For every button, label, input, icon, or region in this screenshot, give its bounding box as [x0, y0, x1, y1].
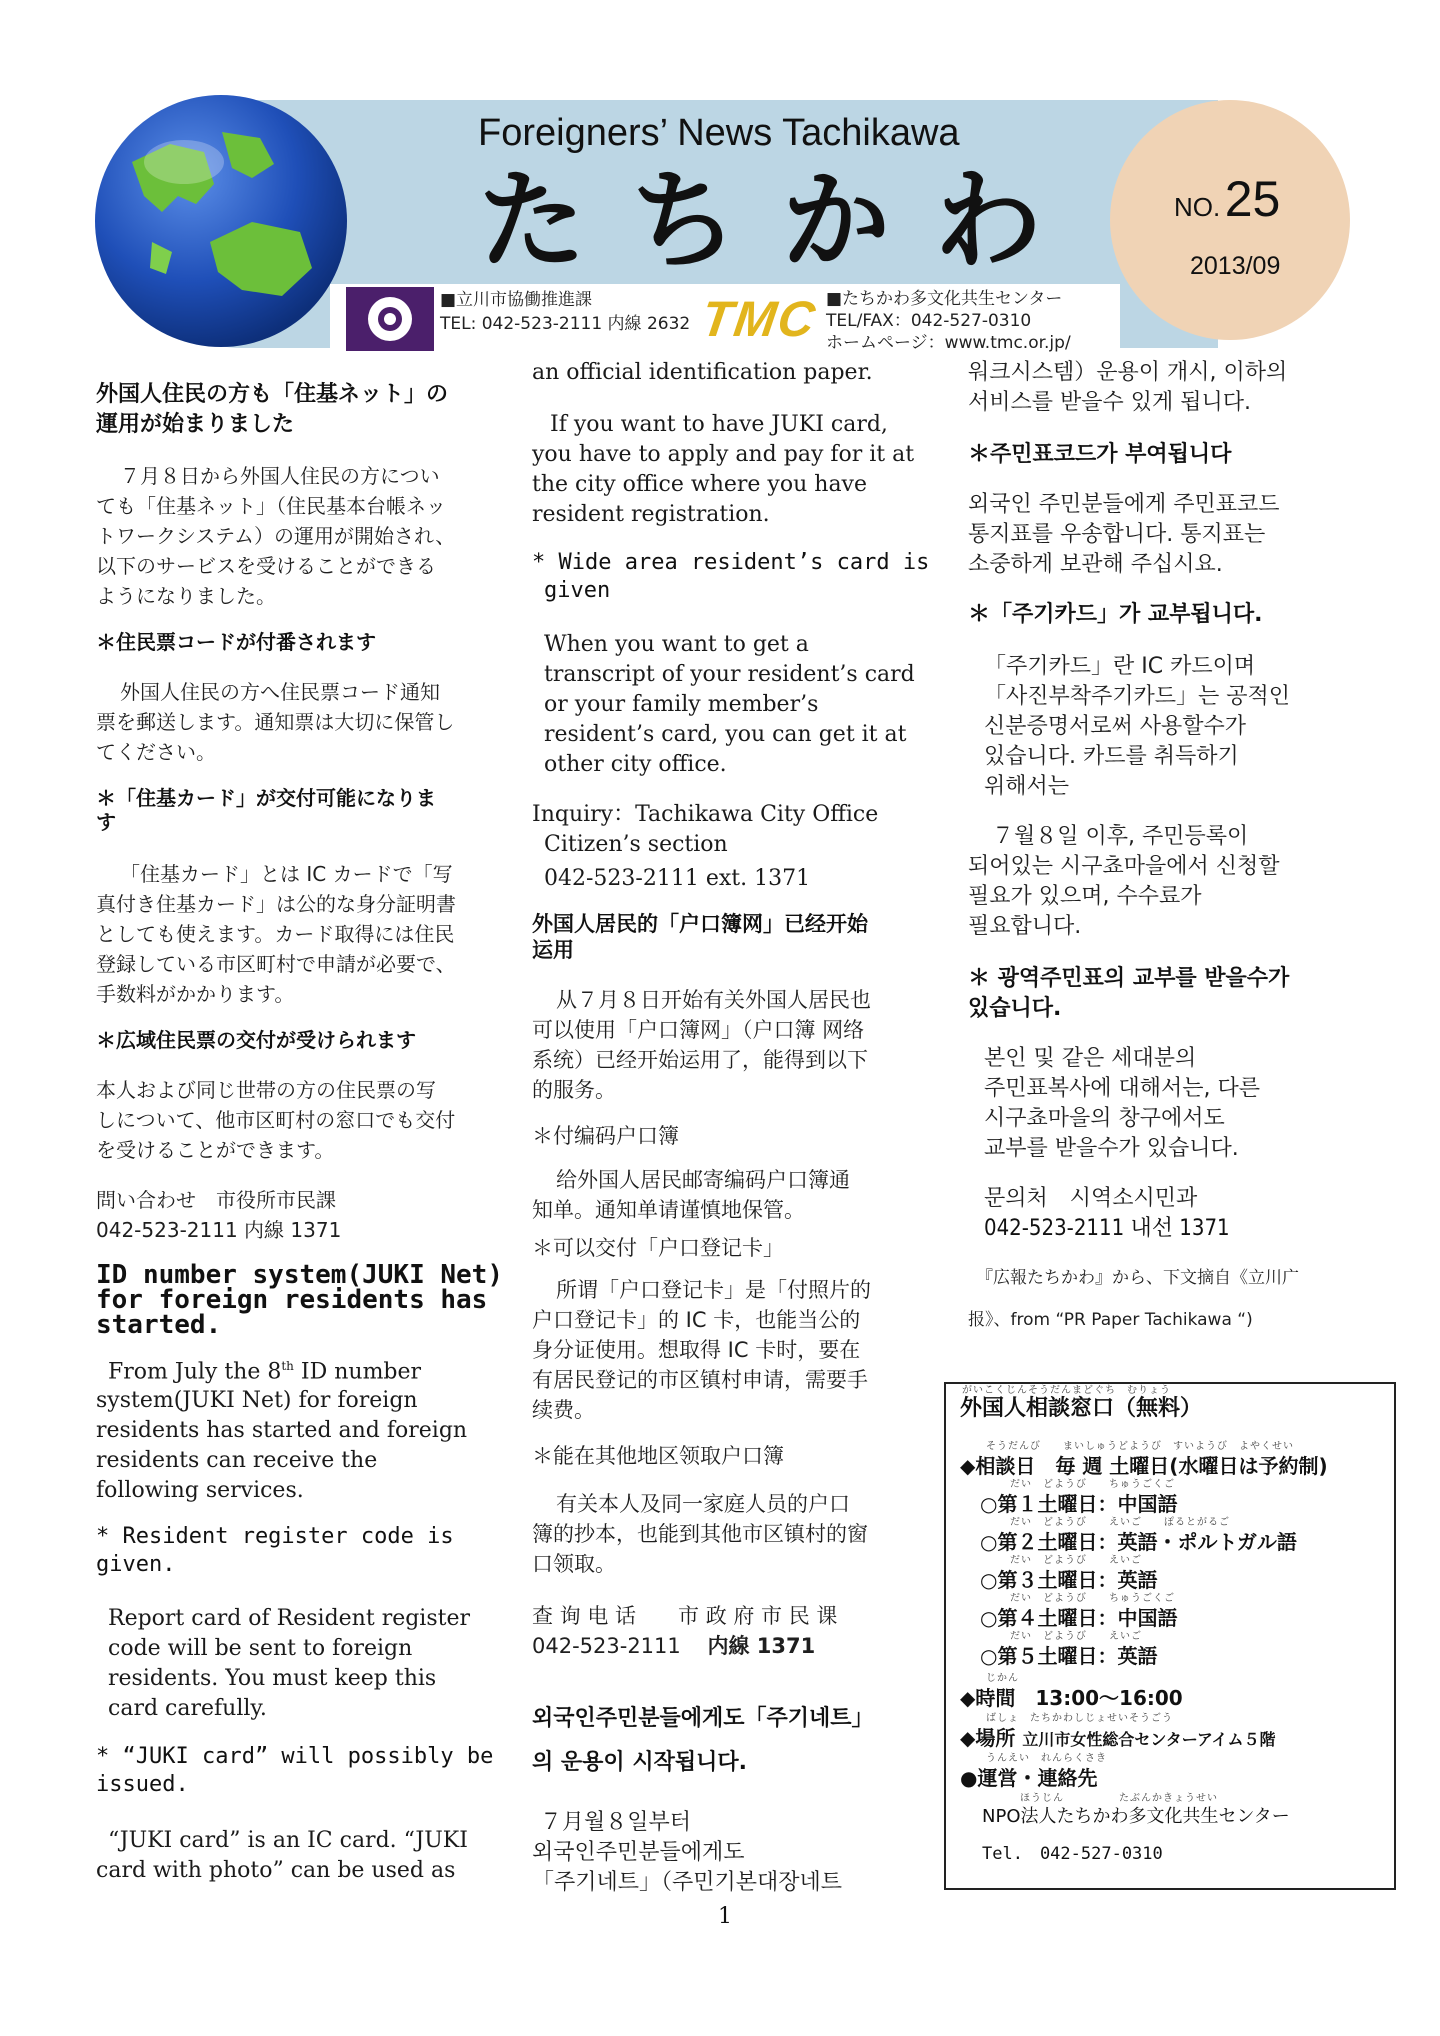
- zh-inquiry-number: 042-523-2111: [532, 1634, 681, 1658]
- jp-p1-line: ようになりました。: [96, 584, 276, 608]
- consult-saturday-2: ○第２土曜日：英語・ポルトガル語: [980, 1530, 1297, 1554]
- zh-p1-line: 系统）已经开始运用了，能得到以下: [532, 1048, 868, 1072]
- source-note: 报》、from “PR Paper Tachikawa “): [968, 1310, 1253, 1330]
- en-subheading: * Wide area resident’s card is: [532, 550, 930, 575]
- ko-heading: 의 운용이 시작됩니다.: [532, 1750, 747, 1775]
- en-p1-sup: th: [281, 1359, 294, 1373]
- office2-web[interactable]: ホームページ：www.tmc.or.jp/: [826, 333, 1071, 353]
- office1-tel: TEL: 042-523-2111 内線 2632: [440, 314, 691, 334]
- en-subheading: * “JUKI card” will possibly be: [96, 1744, 494, 1769]
- ko-p3-line: 「주기카드」란 IC 카드이며: [984, 654, 1256, 679]
- en-p1-line: following services.: [96, 1478, 304, 1503]
- consult-ruby: ほうじん たぶんかきょうせい: [1020, 1793, 1218, 1804]
- jp-p2-line: 票を郵送します。通知票は大切に保管し: [96, 710, 455, 734]
- consult-ruby: そうだんび まいしゅうどようび すいようび よやくせい: [986, 1441, 1294, 1452]
- en-p4-line: the city office where you have: [532, 472, 868, 497]
- zh-p3-line: 所谓「户口登记卡」是「付照片的: [556, 1278, 871, 1302]
- zh-p4-line: 口领取。: [532, 1552, 616, 1576]
- ko-subheading: ＊주민표코드가 부여됩니다: [968, 442, 1232, 467]
- en-p1-line: residents can receive the: [96, 1448, 378, 1473]
- consult-saturday-3: ○第３土曜日：英語: [980, 1568, 1158, 1592]
- jp-inquiry-phone: 042-523-2111 内線 1371: [96, 1218, 342, 1242]
- ko-p5-line: 주민표복사에 대해서는, 다른: [984, 1076, 1261, 1101]
- ko-p5-line: 본인 및 같은 세대분의: [984, 1046, 1197, 1071]
- en-inquiry-phone: 042-523-2111 ext. 1371: [544, 866, 811, 891]
- ko-p4-line: ７월８일 이후, 주민등록이: [992, 824, 1249, 849]
- ko-subheading: 있습니다.: [968, 996, 1062, 1021]
- consult-place: [960, 1728, 1275, 1748]
- ko-p3-line: 신분증명서로써 사용할수가: [984, 714, 1247, 739]
- zh-p2-line: 知单。通知单请谨慎地保管。: [532, 1198, 805, 1222]
- ko-p5-line: 교부를 받을수가 있습니다.: [984, 1136, 1239, 1161]
- jp-subheading: ＊広域住民票の交付が受けられます: [96, 1028, 416, 1052]
- en-subheading: issued.: [96, 1772, 189, 1797]
- jp-heading-line2: 運用が始まりました: [96, 412, 295, 437]
- en-subheading: given.: [96, 1552, 176, 1577]
- en-p5-line: other city office.: [544, 752, 727, 777]
- jp-p3-line: 「住基カード」とは IC カードで「写: [120, 862, 453, 886]
- zh-inquiry-phone: [532, 1636, 815, 1657]
- ko-p2-line: 통지표를 우송합니다. 통지표는: [968, 522, 1266, 547]
- consult-title-ruby: がいこくじんそうだんまどぐち むりょう: [962, 1385, 1171, 1396]
- consult-ruby: うんえい れんらくさき: [986, 1753, 1107, 1764]
- issue-number: [1174, 170, 1280, 228]
- consult-time: ◆時間 13:00～16:00: [960, 1686, 1183, 1710]
- jp-heading-line1: 外国人住民の方も「住基ネット」の: [96, 382, 449, 407]
- en-p3-line: card with photo” can be used as: [96, 1858, 456, 1883]
- en-p2-line: code will be sent to foreign: [108, 1636, 413, 1661]
- ko-continued-line: 워크시스템）운용이 개시, 이하의: [968, 360, 1288, 385]
- office-contact-tmc: [826, 288, 1071, 354]
- zh-heading: 运用: [532, 938, 574, 962]
- consult-days: ◆相談日 毎 週 土曜日(水曜日は予約制): [960, 1454, 1328, 1478]
- en-p3-line: “JUKI card” is an IC card. “JUKI: [108, 1828, 468, 1853]
- issue-prefix: NO.: [1174, 192, 1221, 222]
- issue-number-value: 25: [1224, 171, 1281, 227]
- zh-p3-line: 户口登记卡」的 IC 卡，也能当公的: [532, 1308, 861, 1332]
- ko-p3-line: 있습니다. 카드를 취득하기: [984, 744, 1239, 769]
- newsletter-title-en: Foreigners’ News Tachikawa: [478, 112, 960, 154]
- en-p5-line: resident’s card, you can get it at: [544, 722, 907, 747]
- ko-p3-line: 「사진부착주기카드」는 공적인: [984, 684, 1291, 709]
- en-p1-line: system(JUKI Net) for foreign: [96, 1388, 418, 1413]
- zh-subheading: ＊能在其他地区领取户口簿: [532, 1444, 784, 1468]
- jp-p2-line: てください。: [96, 740, 216, 764]
- jp-p4-line: しについて、他市区町村の窓口でも交付: [96, 1108, 456, 1132]
- consult-ruby: だい どようび えいご ぽるとがるご: [1010, 1517, 1230, 1528]
- consult-place-label: ◆場所: [960, 1726, 1016, 1750]
- zh-heading: 外国人居民的「户口簿网」已经开始: [532, 912, 868, 936]
- en-p2-line: Report card of Resident register: [108, 1606, 471, 1631]
- zh-inquiry-ext: 内線 1371: [707, 1634, 816, 1658]
- consult-ruby: だい どようび えいご: [1010, 1555, 1142, 1566]
- jp-inquiry: 問い合わせ 市役所市民課: [96, 1188, 336, 1212]
- consult-ruby: ばしょ たちかわしじょせいそうごう: [986, 1713, 1173, 1724]
- consult-title: 外国人相談窓口（無料）: [960, 1396, 1203, 1421]
- zh-subheading: ＊可以交付「户口登记卡」: [532, 1236, 784, 1260]
- en-heading-line: ID number system(JUKI Net): [96, 1260, 503, 1290]
- en-p5-line: or your family member’s: [544, 692, 819, 717]
- zh-p3-line: 有居民登记的市区镇村申请，需要手: [532, 1368, 868, 1392]
- en-inquiry: Citizen’s section: [544, 832, 728, 857]
- en-subheading: given: [544, 578, 611, 603]
- en-heading-line: for foreign residents has: [96, 1285, 488, 1315]
- ko-p1-line: 「주기네트」（주민기본대장네트: [532, 1870, 843, 1895]
- en-p2-line: card carefully.: [108, 1696, 267, 1721]
- ko-p3-line: 위해서는: [984, 774, 1070, 799]
- consult-ruby: だい どようび えいご: [1010, 1631, 1142, 1642]
- jp-p3-line: としても使えます。カード取得には住民: [96, 922, 455, 946]
- en-continued-line: an official identification paper.: [532, 360, 873, 385]
- en-heading-line: started.: [96, 1310, 222, 1340]
- office2-name: ■たちかわ多文化共生センター: [826, 289, 1063, 309]
- consult-ruby: だい どようび ちゅうごくご: [1010, 1593, 1175, 1604]
- ko-inquiry-phone: 042-523-2111 내선 1371: [984, 1216, 1230, 1241]
- consult-saturday-1: ○第１土曜日：中国語: [980, 1492, 1178, 1516]
- jp-p2-line: 外国人住民の方へ住民票コード通知: [120, 680, 440, 704]
- consult-saturday-4: ○第４土曜日：中国語: [980, 1606, 1178, 1630]
- zh-inquiry: 查 询 电 话 市 政 府 市 民 课: [532, 1604, 838, 1628]
- en-p4-line: resident registration.: [532, 502, 770, 527]
- en-p4-line: If you want to have JUKI card,: [550, 412, 888, 437]
- en-p5-line: transcript of your resident’s card: [544, 662, 915, 687]
- consult-ruby: だい どようび ちゅうごくご: [1010, 1479, 1175, 1490]
- ko-p4-line: 필요가 있으며, 수수료가: [968, 884, 1202, 909]
- jp-p1-line: トワークシステム）の運用が開始され、: [96, 524, 456, 548]
- consult-saturday-5: ○第５土曜日：英語: [980, 1644, 1158, 1668]
- consult-ruby: じかん: [986, 1673, 1019, 1684]
- ko-p2-line: 외국인 주민분들에게 주민표코드: [968, 492, 1280, 517]
- zh-p4-line: 有关本人及同一家庭人员的户口: [556, 1492, 850, 1516]
- jp-p3-line: 登録している市区町村で申請が必要で、: [96, 952, 456, 976]
- office2-tel: TEL/FAX：042-527-0310: [826, 311, 1032, 331]
- ko-inquiry: 문의처 시역소시민과: [984, 1186, 1198, 1211]
- jp-p4-line: を受けることができます。: [96, 1138, 335, 1162]
- city-emblem-icon: [346, 287, 434, 351]
- ko-p1-line: ７月월８일부터: [540, 1810, 692, 1835]
- jp-subheading: ＊「住基カード」が交付可能になりま: [96, 786, 436, 810]
- consult-operator: ●運営・連絡先: [960, 1766, 1098, 1790]
- jp-subheading: ＊住民票コードが付番されます: [96, 630, 376, 654]
- jp-p3-line: 手数料がかかります。: [96, 982, 295, 1006]
- zh-p3-line: 身分证使用。想取得 IC 卡时，要在: [532, 1338, 861, 1362]
- tmc-logo: TMC: [698, 291, 821, 347]
- ko-p5-line: 시구쵸마을의 창구에서도: [984, 1106, 1225, 1131]
- ko-p1-line: 외국인주민분들에게도: [532, 1840, 745, 1865]
- jp-p1-line: ても「住基ネット」（住民基本台帳ネッ: [96, 494, 446, 518]
- en-p4-line: you have to apply and pay for it at: [532, 442, 915, 467]
- en-p1-line: [108, 1360, 421, 1383]
- ko-p2-line: 소중하게 보관해 주십시요.: [968, 552, 1223, 577]
- ko-heading: 외국인주민분들에게도「주기네트」: [532, 1706, 874, 1731]
- source-note: 『広報たちかわ』から、下文摘自《立川广: [976, 1268, 1299, 1288]
- zh-p1-line: 的服务。: [532, 1078, 616, 1102]
- en-p1-post: ID number: [293, 1359, 422, 1385]
- jp-p4-line: 本人および同じ世帯の方の住民票の写: [96, 1078, 436, 1102]
- zh-p1-line: 从７月８日开始有关外国人居民也: [556, 988, 871, 1012]
- en-p2-line: residents. You must keep this: [108, 1666, 437, 1691]
- en-p1-line: residents has started and foreign: [96, 1418, 468, 1443]
- zh-p3-line: 续费。: [532, 1398, 595, 1422]
- jp-p1-line: ７月８日から外国人住民の方につい: [120, 464, 440, 488]
- en-subheading: * Resident register code is: [96, 1524, 454, 1549]
- issue-date: 2013/09: [1190, 252, 1281, 280]
- consult-place-value: 立川市女性総合センターアイム５階: [1022, 1730, 1276, 1749]
- jp-p3-line: 真付き住基カード」は公的な身分証明書: [96, 892, 456, 916]
- ko-subheading: ＊「주기카드」가 교부됩니다.: [968, 602, 1263, 627]
- zh-p4-line: 簿的抄本，也能到其他市区镇村的窗: [532, 1522, 868, 1546]
- zh-p1-line: 可以使用「户口簿网」（户口簿 网络: [532, 1018, 865, 1042]
- ko-subheading: ＊ 광역주민표의 교부를 받을수가: [968, 966, 1290, 991]
- office-contact-city: [440, 288, 690, 336]
- ko-p4-line: 되어있는 시구쵸마을에서 신청할: [968, 854, 1280, 879]
- en-p1-pre: From July the 8: [108, 1359, 282, 1385]
- en-inquiry: Inquiry：Tachikawa City Office: [532, 802, 879, 827]
- zh-subheading: ＊付编码户口簿: [532, 1124, 679, 1148]
- jp-subheading: す: [96, 810, 116, 834]
- ko-p4-line: 필요합니다.: [968, 914, 1082, 939]
- office1-name: ■立川市協働推進課: [440, 290, 593, 310]
- consult-npo: NPO法人たちかわ多文化共生センター: [982, 1806, 1290, 1827]
- jp-p1-line: 以下のサービスを受けることができる: [96, 554, 436, 578]
- ko-continued-line: 서비스를 받을수 있게 됩니다.: [968, 390, 1251, 415]
- newsletter-title-jp: たちかわ: [478, 159, 1087, 284]
- globe-icon: [92, 92, 350, 350]
- page-number: 1: [718, 1904, 732, 1929]
- zh-p2-line: 给外国人居民邮寄编码户口簿通: [556, 1168, 850, 1192]
- consult-tel: Tel. 042-527-0310: [982, 1844, 1163, 1864]
- en-p5-line: When you want to get a: [544, 632, 809, 657]
